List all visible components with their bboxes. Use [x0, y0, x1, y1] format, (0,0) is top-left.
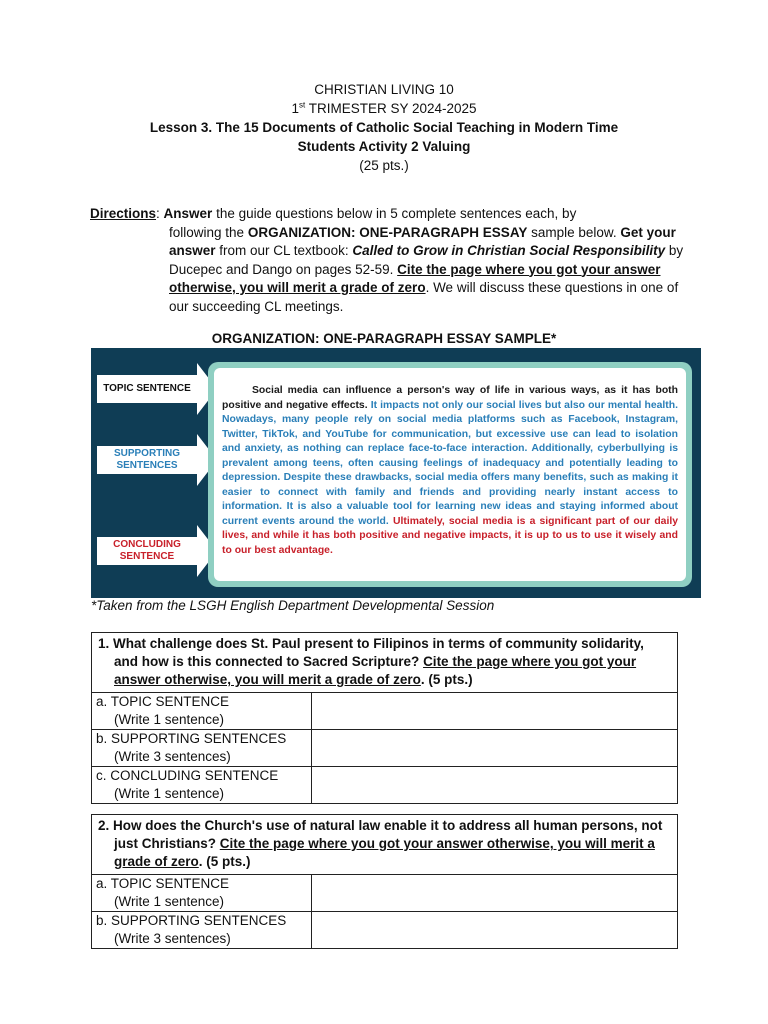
answer-field[interactable] — [311, 693, 677, 730]
supporting-sentences-arrow: SUPPORTING SENTENCES — [97, 434, 297, 486]
document-header — [0, 80, 768, 175]
activity-title: Students Activity 2 Valuing — [297, 139, 471, 154]
topic-sentence-text: Social media can influence a person's way of life in various ways, as it has both positive and negative effects. — [222, 385, 678, 411]
question-1-table — [91, 632, 678, 804]
directions: Directions: Answer the guide questions below in 5 complete sentences each, by following the ORGANIZATION: ONE-PARAGRAPH ESSAY sample below. Get your answer from our CL textbook: Called to Grow in Christian Social Responsibility by Ducepec and Dango on pages 52-59. Cite the page where you got your answer otherwise, you will merit a grade of zero. We will discuss these questions in one of our succeeding CL meetings. — [90, 205, 690, 316]
table-row: b. SUPPORTING SENTENCES (Write 3 sentences) — [92, 912, 678, 949]
directions-label: Directions — [90, 206, 157, 221]
essay-paragraph — [214, 368, 686, 581]
supporting-sentences-text: It impacts not only our social lives but also our mental health. Nowadays, many people rely on social media platforms such as Facebook, Instagram, Twitter, TikTok, and YouTube for communication, but excessive use can lead to isolation and anxiety, as nothing can replace face-to-face interaction. Additionally, cyberbullying is prevalent among teens, often causing feelings of inadequacy and potentially leading to depression. Despite these drawbacks, social media offers many benefits, such as making it easier to connect with family and friends and providing nearly instant access to information. It is also a valuable tool for learning new ideas and staying informed about current events around the world. — [222, 399, 678, 527]
answer-field[interactable] — [311, 767, 677, 804]
answer-field[interactable] — [311, 730, 677, 767]
question-1-prompt: 1. What challenge does St. Paul present to Filipinos in terms of community solidarity, and how is this connected to Sacred Scripture? Cite the page where you got your answer otherwise, you will merit a grade of zero. (5 pts.) — [92, 633, 678, 693]
question-2-table — [91, 814, 678, 949]
essay-frame — [208, 362, 692, 587]
lesson-title: Lesson 3. The 15 Documents of Catholic Social Teaching in Modern Time — [149, 120, 619, 135]
table-row: a. TOPIC SENTENCE (Write 1 sentence) — [92, 875, 678, 912]
table-row: c. CONCLUDING SENTENCE (Write 1 sentence) — [92, 767, 678, 804]
answer-field[interactable] — [311, 875, 677, 912]
course-title: CHRISTIAN LIVING 10 — [314, 82, 454, 97]
sample-title: ORGANIZATION: ONE-PARAGRAPH ESSAY SAMPLE* — [211, 331, 557, 346]
question-2-prompt: 2. How does the Church's use of natural law enable it to address all human persons, not just Christians? Cite the page where you got your answer otherwise, you will merit a grade of zero. (5 pts.) — [92, 815, 678, 875]
textbook-title: Called to Grow in Christian Social Responsibility — [352, 243, 666, 258]
topic-sentence-arrow: TOPIC SENTENCE — [97, 363, 297, 415]
concluding-sentence-arrow: CONCLUDING SENTENCE — [97, 525, 297, 577]
concluding-sentence-text: Ultimately, social media is a significant part of our daily lives, and while it has both positive and negative impacts, it is up to us to use it wisely and to our best advantage. — [222, 515, 678, 556]
answer-field[interactable] — [311, 912, 677, 949]
total-points: (25 pts.) — [359, 158, 409, 173]
cite-warning: Cite the page where you got your answer otherwise, you will merit a grade of zero — [169, 261, 661, 295]
table-row: b. SUPPORTING SENTENCES (Write 3 sentences) — [92, 730, 678, 767]
footnote: *Taken from the LSGH English Department Developmental Session — [91, 598, 495, 613]
essay-sample-panel — [91, 348, 701, 598]
term-line: 1st TRIMESTER SY 2024-2025 — [291, 100, 477, 116]
table-row: a. TOPIC SENTENCE (Write 1 sentence) — [92, 693, 678, 730]
directions-body: following the ORGANIZATION: ONE-PARAGRAPH ESSAY sample below. Get your answer from our CL textbook: Called to Grow in Christian Social Responsibility by Ducepec and Dango on pages 52-59. Cite the page where you got your answer otherwise, you will merit a grade of zero. We will discuss these questions in one of our succeeding CL meetings. — [169, 224, 684, 314]
